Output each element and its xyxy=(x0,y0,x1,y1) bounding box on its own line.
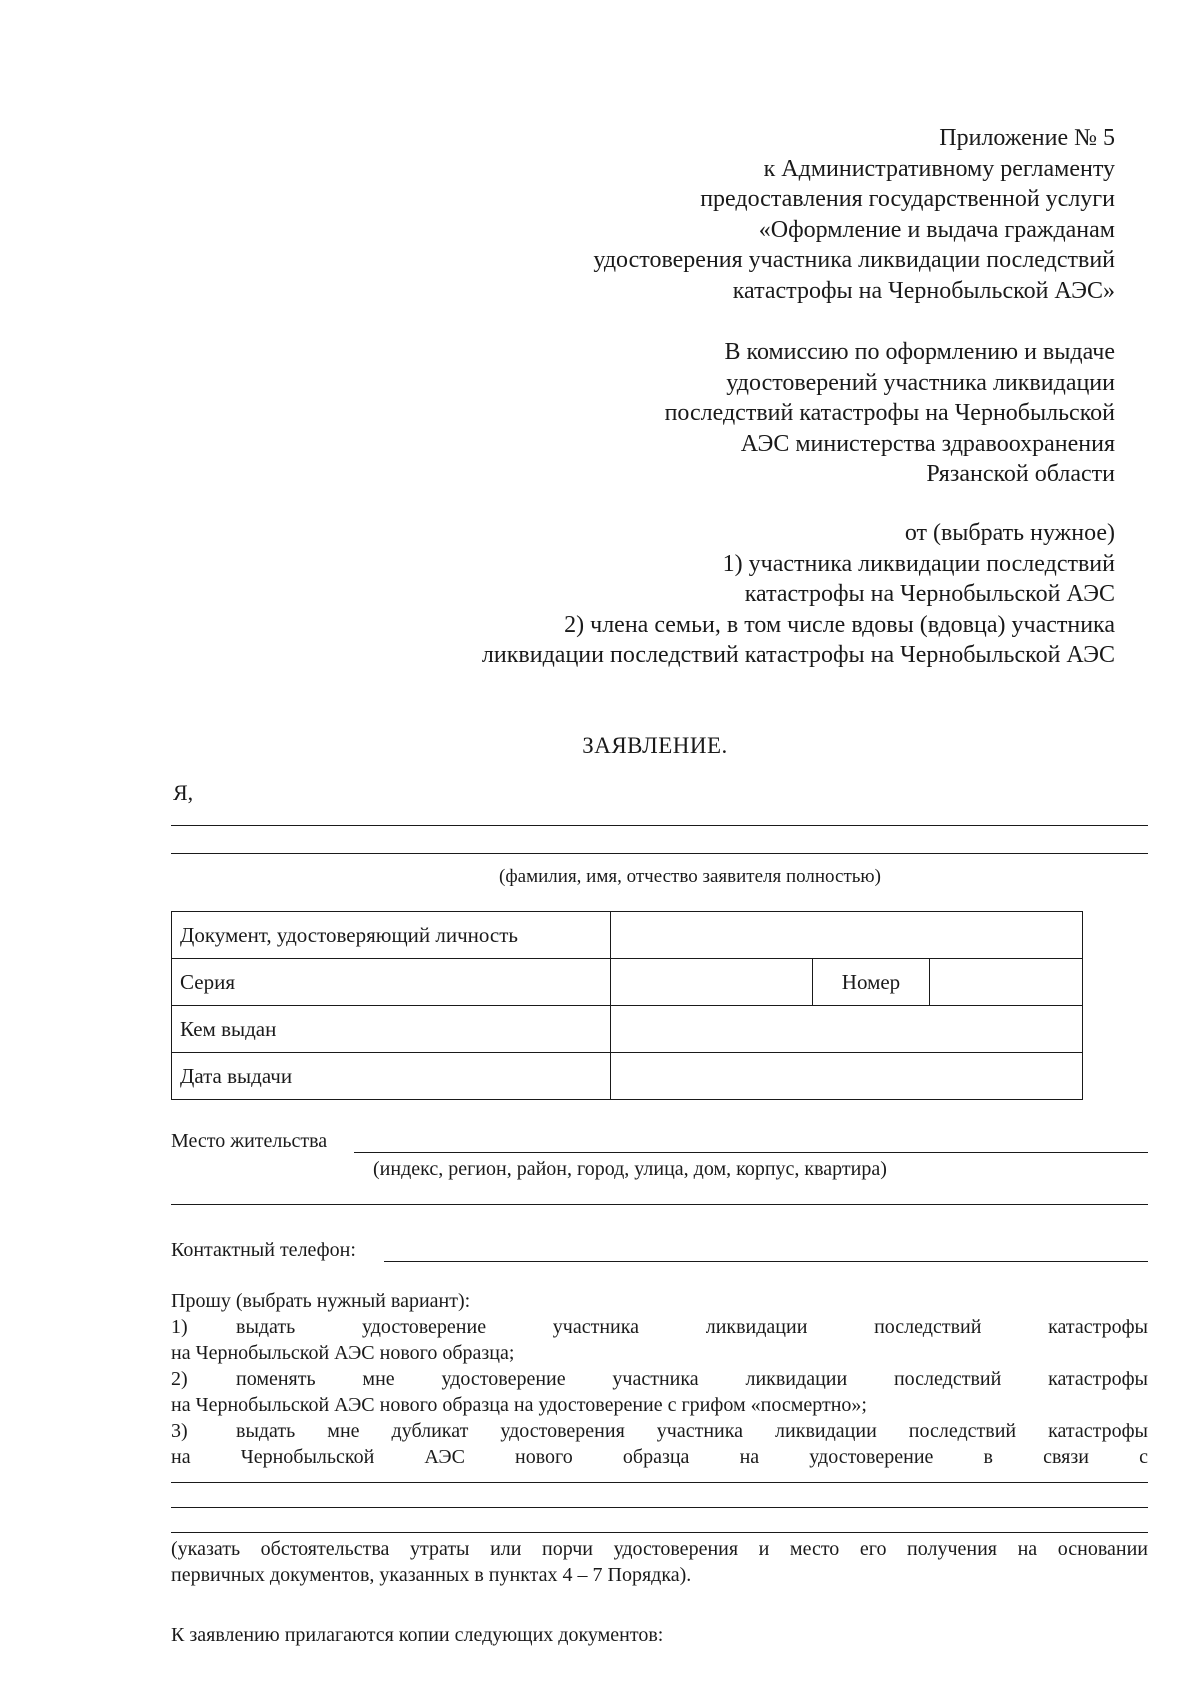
option-3-word: с xyxy=(1139,1446,1148,1468)
from-line: катастрофы на Чернобыльской АЭС xyxy=(744,581,1115,607)
attachments-intro: К заявлению прилагаются копии следующих документов: xyxy=(171,1624,664,1646)
circumstances-line-1[interactable] xyxy=(171,1482,1148,1483)
addressee-block xyxy=(665,337,1115,490)
option-3-word: образца xyxy=(622,1446,690,1468)
addressee-line: Рязанской области xyxy=(926,461,1115,487)
annex-line: «Оформление и выдача гражданам xyxy=(758,216,1115,243)
option-2-number: 2) xyxy=(171,1368,188,1390)
option-2-line-1 xyxy=(171,1366,1148,1392)
option-3-line-2 xyxy=(171,1444,1148,1470)
number-label: Номер xyxy=(813,959,930,1006)
addressee-line: В комиссию по оформлению и выдаче xyxy=(724,339,1115,365)
option-2-line-2: на Чернобыльской АЭС нового образца на удостоверение с грифом «посмертно»; xyxy=(171,1394,867,1416)
from-block xyxy=(482,518,1115,671)
option-3-word: Чернобыльской xyxy=(240,1446,375,1468)
phone-label: Контактный телефон: xyxy=(171,1239,356,1261)
from-line: 2) члена семьи, в том числе вдовы (вдовца) участника xyxy=(564,611,1115,638)
annex-line: Приложение № 5 xyxy=(939,125,1115,151)
circumstances-line-2[interactable] xyxy=(171,1507,1148,1508)
annex-header xyxy=(593,123,1115,306)
applicant-prefix: Я, xyxy=(173,780,194,805)
option-3-word: в xyxy=(983,1446,993,1468)
series-field[interactable] xyxy=(611,959,813,1006)
issue-date-label: Дата выдачи xyxy=(172,1053,611,1100)
issue-date-field[interactable] xyxy=(611,1053,1083,1100)
option-1-line-1 xyxy=(171,1314,1148,1340)
addressee-line: последствий катастрофы на Чернобыльской xyxy=(664,400,1115,426)
option-3-number: 3) xyxy=(171,1420,188,1442)
annex-line: удостоверения участника ликвидации последствий xyxy=(593,247,1115,273)
option-3-word: нового xyxy=(515,1446,573,1468)
option-1-number: 1) xyxy=(171,1316,188,1338)
doc-type-field[interactable] xyxy=(611,912,1083,959)
identity-document-table xyxy=(171,911,1083,1100)
from-line: ликвидации последствий катастрофы на Чернобыльской АЭС xyxy=(481,642,1115,668)
annex-line: катастрофы на Чернобыльской АЭС» xyxy=(732,277,1115,304)
residence-line-2[interactable] xyxy=(171,1204,1148,1205)
applicant-caption: (фамилия, имя, отчество заявителя полностью) xyxy=(499,866,881,887)
from-line: от (выбрать нужное) xyxy=(904,520,1115,546)
from-line: 1) участника ликвидации последствий xyxy=(722,550,1115,577)
option-3-word: АЭС xyxy=(424,1446,465,1468)
option-1-text: выдать удостоверение участника ликвидации последствий катастрофы xyxy=(236,1316,1148,1338)
residence-label: Место жительства xyxy=(171,1130,328,1152)
doc-type-label: Документ, удостоверяющий личность xyxy=(172,912,611,959)
document-title: ЗАЯВЛЕНИЕ. xyxy=(582,733,728,758)
option-3-word: связи xyxy=(1043,1446,1089,1468)
option-2-text: поменять мне удостоверение участника ликвидации последствий катастрофы xyxy=(236,1368,1148,1390)
circumstances-caption-line-2: первичных документов, указанных в пунктах 4 – 7 Порядка). xyxy=(171,1564,692,1586)
series-label: Серия xyxy=(172,959,611,1006)
option-3-word: на xyxy=(739,1446,760,1468)
residence-line-1[interactable] xyxy=(354,1152,1148,1153)
option-3-line-1 xyxy=(171,1418,1148,1444)
applicant-name-line-2[interactable] xyxy=(171,853,1148,854)
option-3-text: выдать мне дубликат удостоверения участника ликвидации последствий катастрофы xyxy=(236,1420,1148,1442)
issued-by-label: Кем выдан xyxy=(172,1006,611,1053)
circumstances-caption-line-1: (указать обстоятельства утраты или порчи удостоверения и место его получения на основании xyxy=(171,1538,1148,1560)
annex-line: к Административному регламенту xyxy=(763,155,1115,182)
issued-by-field[interactable] xyxy=(611,1006,1083,1053)
request-intro: Прошу (выбрать нужный вариант): xyxy=(171,1290,471,1312)
option-1-line-2: на Чернобыльской АЭС нового образца; xyxy=(171,1342,515,1364)
addressee-line: удостоверений участника ликвидации xyxy=(726,369,1115,396)
annex-line: предоставления государственной услуги xyxy=(700,186,1115,212)
phone-field-line[interactable] xyxy=(384,1261,1148,1262)
circumstances-line-3[interactable] xyxy=(171,1532,1148,1533)
option-3-word: на xyxy=(171,1446,191,1468)
number-field[interactable] xyxy=(930,959,1083,1006)
applicant-name-line-1[interactable] xyxy=(171,825,1148,826)
residence-caption: (индекс, регион, район, город, улица, дом, корпус, квартира) xyxy=(373,1158,887,1180)
option-3-word: удостоверение xyxy=(809,1446,934,1468)
addressee-line: АЭС министерства здравоохранения xyxy=(740,430,1115,457)
